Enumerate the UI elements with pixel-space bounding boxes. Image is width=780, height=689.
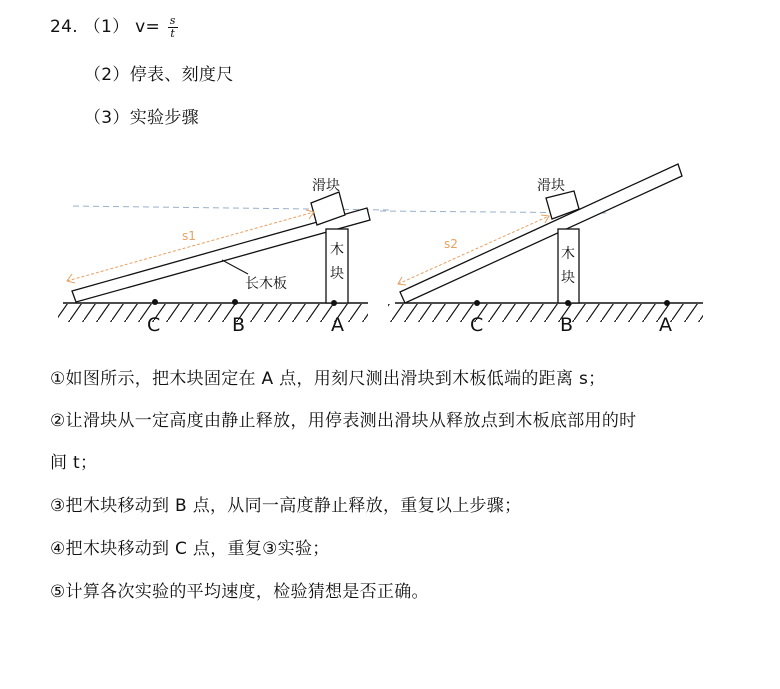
- ground-hatch: [58, 304, 368, 322]
- part3-text: 实验步骤: [129, 108, 199, 128]
- slider-label: 滑块: [537, 178, 565, 194]
- block-label-2: 块: [330, 266, 344, 282]
- step-1: ①如图所示，把木块固定在 A 点，用刻尺测出滑块到木板低端的距离 s；: [50, 369, 606, 389]
- right-diagram: [380, 164, 703, 336]
- point-label-a: A: [659, 314, 672, 336]
- step-4: ④把木块移动到 C 点，重复③实验；: [50, 539, 330, 559]
- step-2: ②让滑块从一定高度由静止释放，用停表测出滑块从释放点到木板底部用的时: [50, 411, 637, 431]
- block-label-1: 木: [561, 246, 575, 262]
- point-label-c: C: [147, 314, 161, 336]
- point-label-c: C: [470, 314, 484, 336]
- board-label: 长木板: [245, 276, 287, 292]
- question-number: 24.: [50, 17, 78, 37]
- block-label-2: 块: [561, 270, 575, 286]
- step-5: ⑤计算各次实验的平均速度，检验猜想是否正确。: [50, 582, 429, 602]
- distance-label-s1: s1: [182, 229, 196, 243]
- step-3: ③把木块移动到 B 点，从同一高度静止释放，重复以上步骤；: [50, 496, 522, 516]
- left-diagram: [58, 178, 390, 336]
- formula-prefix: v=: [135, 17, 160, 37]
- part3-label: （3）: [84, 108, 130, 128]
- step-2-cont: 间 t；: [50, 453, 98, 473]
- part2-text: 停表、刻度尺: [129, 65, 234, 85]
- point-label-b: B: [232, 314, 246, 336]
- distance-arrow-s2: [398, 216, 549, 284]
- part2-label: （2）: [84, 65, 130, 85]
- point-label-a: A: [331, 314, 344, 336]
- point-label-b: B: [560, 314, 574, 336]
- block-label-1: 木: [330, 242, 344, 258]
- slider-label: 滑块: [312, 178, 340, 194]
- wood-block: [558, 229, 579, 303]
- part1-label: （1）: [83, 17, 130, 37]
- fraction-numerator: s: [169, 13, 176, 27]
- distance-label-s2: s2: [444, 237, 458, 251]
- fraction-denominator: t: [170, 26, 176, 40]
